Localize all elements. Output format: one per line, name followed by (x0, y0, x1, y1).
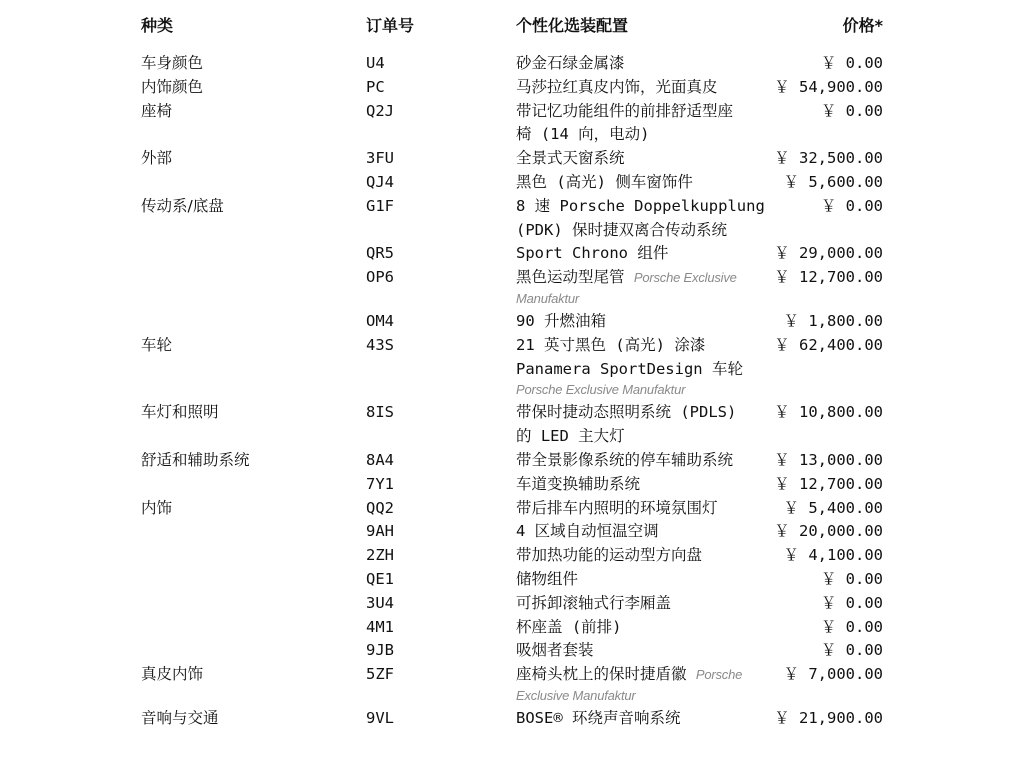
exclusive-note: Exclusive Manufaktur (516, 687, 636, 703)
description-line (516, 639, 766, 663)
description-text: 带记忆功能组件的前排舒适型座 (516, 101, 734, 120)
row-price: ￥ 7,000.00 (783, 665, 883, 684)
row-price: ￥ 13,000.00 (774, 450, 883, 469)
description-text: 带全景影像系统的停车辅助系统 (516, 450, 734, 469)
header-order-code: 订单号 (366, 16, 415, 35)
table-row (0, 266, 1024, 310)
header-category: 种类 (141, 16, 174, 35)
description-line (516, 219, 766, 243)
table-row (0, 473, 1024, 497)
row-description (516, 52, 766, 76)
row-price: ￥ 20,000.00 (774, 522, 883, 541)
row-order-code: 9JB (366, 641, 394, 660)
row-category: 车身颜色 (141, 54, 204, 72)
row-category: 音响与交通 (141, 708, 219, 727)
description-text: 的 LED 主大灯 (516, 427, 625, 446)
row-price: ￥ 0.00 (820, 593, 883, 612)
description-text: 座椅头枕上的保时捷盾徽 (516, 665, 687, 684)
row-order-code: 9AH (366, 522, 394, 541)
row-order-code: 4M1 (366, 617, 394, 636)
row-price: ￥ 62,400.00 (774, 335, 883, 354)
table-row (0, 592, 1024, 616)
description-line (516, 473, 766, 497)
table-row (0, 639, 1024, 663)
description-line (516, 266, 766, 290)
row-price: ￥ 0.00 (820, 569, 883, 588)
row-order-code: QQ2 (366, 498, 394, 517)
description-line (516, 100, 766, 124)
description-text: 椅 (14 向，电动) (516, 125, 650, 144)
description-line (516, 171, 766, 195)
description-text: 带加热功能的运动型方向盘 (516, 546, 703, 565)
row-order-code: QR5 (366, 244, 394, 263)
description-text: 马莎拉红真皮内饰，光面真皮 (516, 77, 718, 96)
description-line (516, 449, 766, 473)
table-row (0, 100, 1024, 148)
description-line (516, 195, 766, 219)
description-text: Sport Chrono 组件 (516, 244, 669, 263)
description-text: 黑色 (高光) 侧车窗饰件 (516, 172, 693, 191)
row-description (516, 592, 766, 616)
description-line (516, 52, 766, 76)
exclusive-note: Porsche (695, 667, 743, 683)
table-row (0, 707, 1024, 731)
row-order-code: 43S (366, 335, 394, 354)
row-description (516, 707, 766, 731)
table-row (0, 544, 1024, 568)
row-price: ￥ 5,400.00 (783, 498, 883, 517)
table-row (0, 520, 1024, 544)
row-price: ￥ 54,900.00 (774, 77, 883, 96)
row-description (516, 401, 766, 449)
row-price: ￥ 12,700.00 (774, 474, 883, 493)
row-description (516, 568, 766, 592)
description-line (516, 663, 766, 687)
description-text: 4 区域自动恒温空调 (516, 522, 659, 541)
description-line (516, 497, 766, 521)
description-line (516, 520, 766, 544)
header-price: 价格* (842, 16, 883, 35)
table-row (0, 147, 1024, 171)
table-row (0, 663, 1024, 707)
description-line (516, 334, 766, 358)
row-order-code: U4 (366, 54, 385, 72)
row-description (516, 520, 766, 544)
row-description (516, 195, 766, 243)
description-text: 21 英寸黑色 (高光) 涂漆 (516, 335, 706, 354)
description-text: 全景式天窗系统 (516, 149, 625, 168)
description-text: 带后排车内照明的环境氛围灯 (516, 498, 718, 517)
description-line (516, 592, 766, 616)
row-description (516, 497, 766, 521)
description-text: 可拆卸滚轴式行李厢盖 (516, 593, 672, 612)
row-price: ￥ 0.00 (820, 101, 883, 120)
row-order-code: 8A4 (366, 450, 394, 469)
table-row (0, 334, 1024, 402)
row-description (516, 100, 766, 148)
table-row (0, 310, 1024, 334)
row-category: 车轮 (141, 335, 173, 354)
description-line (516, 76, 766, 100)
row-order-code: QJ4 (366, 172, 394, 191)
row-description (516, 147, 766, 171)
description-line (516, 147, 766, 171)
description-text: (PDK) 保时捷双离合传动系统 (516, 220, 727, 239)
row-category: 舒适和辅助系统 (141, 450, 250, 469)
description-text: Panamera SportDesign 车轮 (516, 359, 743, 378)
table-row (0, 449, 1024, 473)
table-row (0, 497, 1024, 521)
row-description (516, 310, 766, 334)
row-order-code: PC (366, 77, 385, 96)
table-row (0, 242, 1024, 266)
row-description (516, 639, 766, 663)
row-price: ￥ 21,900.00 (774, 708, 883, 727)
row-description (516, 171, 766, 195)
table-row (0, 76, 1024, 100)
row-order-code: Q2J (366, 101, 394, 120)
table-row (0, 401, 1024, 449)
row-order-code: G1F (366, 196, 394, 215)
row-description (516, 544, 766, 568)
description-text: 砂金石绿金属漆 (516, 54, 625, 72)
description-line (516, 123, 766, 147)
row-category: 座椅 (141, 101, 173, 120)
row-price: ￥ 10,800.00 (774, 403, 883, 422)
header-configuration: 个性化选装配置 (516, 16, 629, 35)
row-description (516, 616, 766, 640)
table-row (0, 52, 1024, 76)
table-row (0, 616, 1024, 640)
row-order-code: QE1 (366, 569, 394, 588)
description-line (516, 401, 766, 425)
description-text: 杯座盖 (前排) (516, 617, 622, 636)
row-order-code: 8IS (366, 403, 394, 422)
row-price: ￥ 0.00 (820, 617, 883, 636)
row-order-code: 5ZF (366, 665, 394, 684)
row-category: 内饰 (141, 498, 173, 517)
row-category: 内饰颜色 (141, 77, 204, 96)
row-order-code: OM4 (366, 311, 394, 330)
row-order-code: 2ZH (366, 546, 394, 565)
row-order-code: 3U4 (366, 593, 394, 612)
row-description (516, 663, 766, 707)
description-text: BOSE® 环绕声音响系统 (516, 708, 681, 727)
row-price: ￥ 0.00 (820, 196, 883, 215)
row-category: 传动系/底盘 (141, 196, 224, 215)
description-text: 带保时捷动态照明系统 (PDLS) (516, 403, 737, 422)
row-description (516, 334, 766, 402)
table-row (0, 568, 1024, 592)
description-text: 储物组件 (516, 569, 579, 588)
row-description (516, 76, 766, 100)
exclusive-note: Porsche Exclusive Manufaktur (516, 382, 686, 398)
row-price: ￥ 32,500.00 (774, 149, 883, 168)
row-price: ￥ 12,700.00 (774, 268, 883, 287)
description-text: 黑色运动型尾管 (516, 268, 625, 287)
row-price: ￥ 0.00 (820, 641, 883, 660)
description-line (516, 544, 766, 568)
row-price: ￥ 29,000.00 (774, 244, 883, 263)
row-description (516, 473, 766, 497)
description-text: 吸烟者套装 (516, 641, 594, 660)
description-text: 90 升燃油箱 (516, 311, 606, 330)
row-category: 真皮内饰 (141, 665, 204, 684)
row-order-code: 7Y1 (366, 474, 394, 493)
row-description (516, 266, 766, 310)
description-line (516, 425, 766, 449)
table-row (0, 171, 1024, 195)
description-line (516, 568, 766, 592)
table-header (0, 14, 1024, 38)
row-order-code: OP6 (366, 268, 394, 287)
description-text: 8 速 Porsche Doppelkupplung (516, 196, 765, 215)
exclusive-note: Porsche Exclusive (633, 270, 737, 286)
row-order-code: 9VL (366, 708, 394, 727)
row-order-code: 3FU (366, 149, 394, 168)
description-line (516, 242, 766, 266)
description-line (516, 707, 766, 731)
row-price: ￥ 0.00 (820, 54, 883, 72)
description-line (516, 358, 766, 382)
exclusive-note: Manufaktur (516, 290, 580, 306)
table-row (0, 195, 1024, 243)
row-category: 车灯和照明 (141, 403, 219, 422)
description-line (516, 616, 766, 640)
row-category: 外部 (141, 149, 173, 168)
description-line (516, 310, 766, 334)
option-list (0, 52, 1024, 731)
description-text: 车道变换辅助系统 (516, 474, 641, 493)
row-price: ￥ 5,600.00 (783, 172, 883, 191)
row-price: ￥ 1,800.00 (783, 311, 883, 330)
row-description (516, 242, 766, 266)
row-description (516, 449, 766, 473)
row-price: ￥ 4,100.00 (783, 546, 883, 565)
